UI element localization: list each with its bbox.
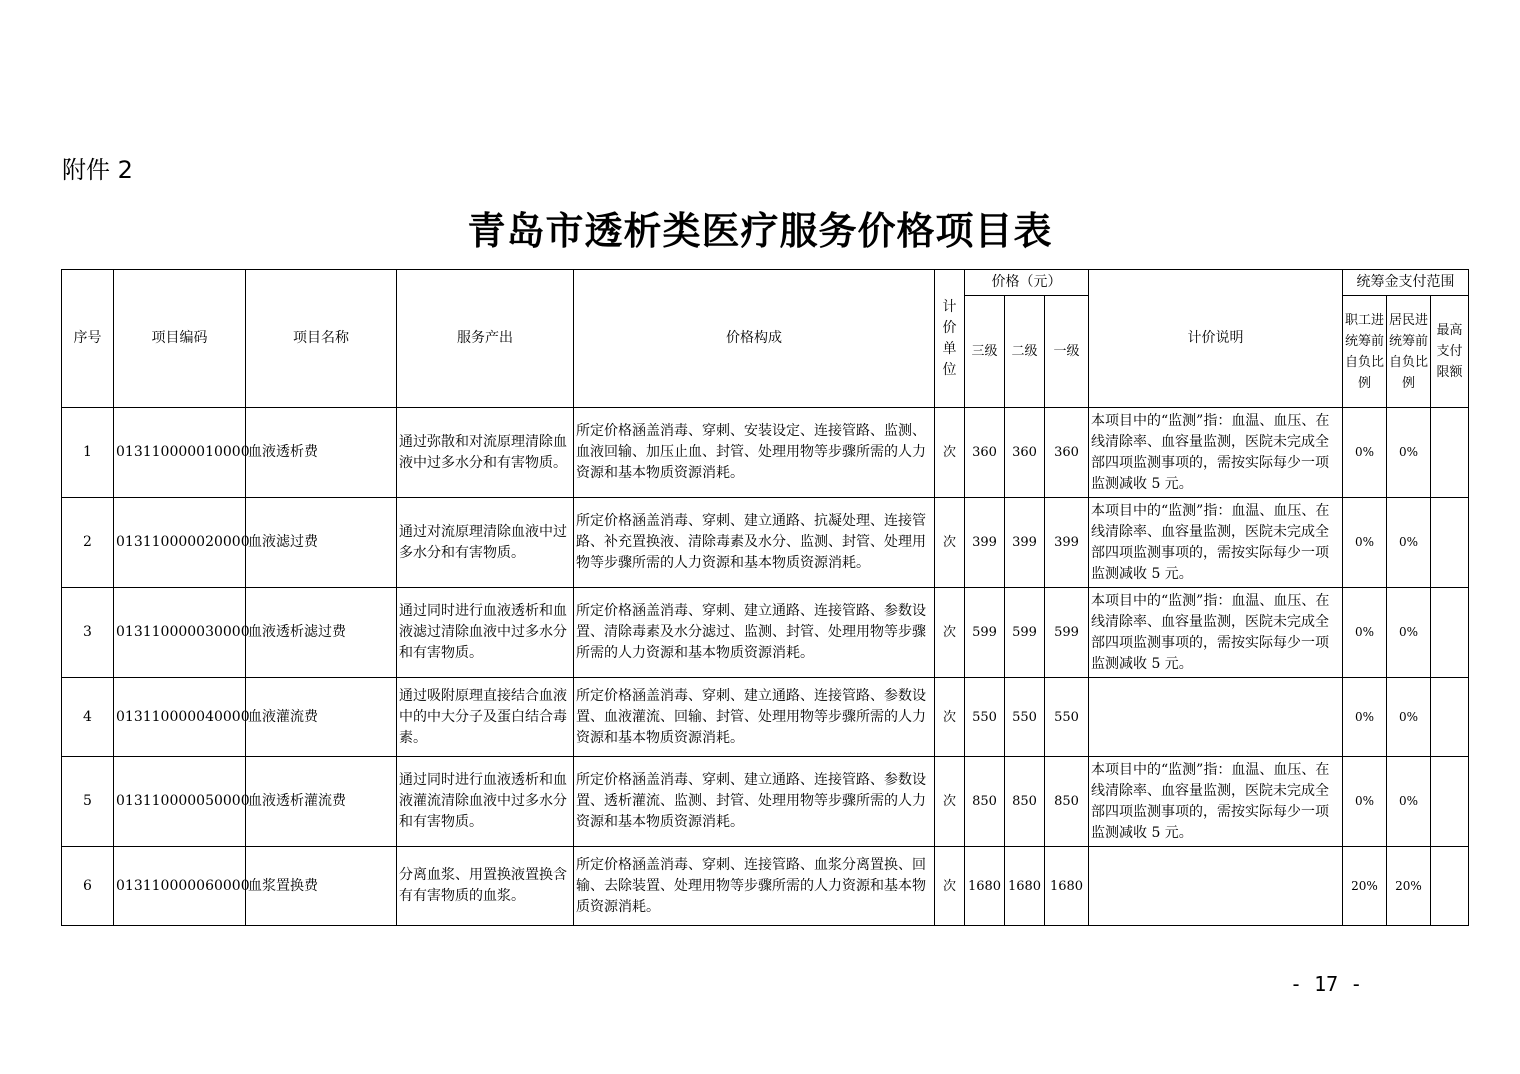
cell-level1: 399 <box>1045 498 1089 588</box>
cell-level1: 850 <box>1045 757 1089 847</box>
cell-resident-ratio: 0% <box>1387 588 1431 678</box>
cell-name: 血浆置换费 <box>246 847 397 926</box>
header-index: 序号 <box>62 270 114 408</box>
cell-code: 013110000010000 <box>114 408 246 498</box>
cell-code: 013110000020000 <box>114 498 246 588</box>
cell-unit: 次 <box>935 757 965 847</box>
cell-code: 013110000050000 <box>114 757 246 847</box>
cell-code: 013110000040000 <box>114 678 246 757</box>
cell-level2: 360 <box>1005 408 1045 498</box>
cell-max-limit <box>1431 408 1469 498</box>
cell-level1: 599 <box>1045 588 1089 678</box>
cell-service: 通过对流原理清除血液中过多水分和有害物质。 <box>397 498 574 588</box>
cell-index: 5 <box>62 757 114 847</box>
cell-max-limit <box>1431 588 1469 678</box>
cell-max-limit <box>1431 678 1469 757</box>
header-max-limit: 最高支付限额 <box>1431 296 1469 408</box>
cell-composition: 所定价格涵盖消毒、穿刺、建立通路、连接管路、参数设置、透析灌流、监测、封管、处理用物等步骤所需的人力资源和基本物质资源消耗。 <box>574 757 935 847</box>
cell-service: 通过同时进行血液透析和血液灌流清除血液中过多水分和有害物质。 <box>397 757 574 847</box>
cell-employee-ratio: 0% <box>1343 408 1387 498</box>
cell-employee-ratio: 0% <box>1343 498 1387 588</box>
header-level2: 二级 <box>1005 296 1045 408</box>
cell-resident-ratio: 0% <box>1387 757 1431 847</box>
cell-note <box>1089 678 1343 757</box>
cell-level3: 1680 <box>965 847 1005 926</box>
cell-name: 血液透析费 <box>246 408 397 498</box>
cell-index: 3 <box>62 588 114 678</box>
cell-name: 血液透析滤过费 <box>246 588 397 678</box>
cell-employee-ratio: 0% <box>1343 757 1387 847</box>
cell-service: 通过同时进行血液透析和血液滤过清除血液中过多水分和有害物质。 <box>397 588 574 678</box>
cell-composition: 所定价格涵盖消毒、穿刺、安装设定、连接管路、监测、血液回输、加压止血、封管、处理用物等步骤所需的人力资源和基本物质资源消耗。 <box>574 408 935 498</box>
cell-composition: 所定价格涵盖消毒、穿刺、连接管路、血浆分离置换、回输、去除装置、处理用物等步骤所需的人力资源和基本物质资源消耗。 <box>574 847 935 926</box>
cell-level2: 550 <box>1005 678 1045 757</box>
cell-index: 1 <box>62 408 114 498</box>
header-employee-ratio: 职工进统筹前自负比例 <box>1343 296 1387 408</box>
cell-code: 013110000030000 <box>114 588 246 678</box>
cell-index: 4 <box>62 678 114 757</box>
header-composition: 价格构成 <box>574 270 935 408</box>
cell-level2: 399 <box>1005 498 1045 588</box>
header-level3: 三级 <box>965 296 1005 408</box>
cell-level3: 550 <box>965 678 1005 757</box>
header-unit: 计价单位 <box>935 270 965 408</box>
cell-name: 血液滤过费 <box>246 498 397 588</box>
cell-level1: 1680 <box>1045 847 1089 926</box>
cell-note: 本项目中的“监测”指：血温、血压、在线清除率、血容量监测，医院未完成全部四项监测事项的，需按实际每少一项监测减收 5 元。 <box>1089 588 1343 678</box>
cell-code: 013110000060000 <box>114 847 246 926</box>
cell-level1: 360 <box>1045 408 1089 498</box>
header-price-group: 价格（元） <box>965 270 1089 296</box>
header-resident-ratio: 居民进统筹前自负比例 <box>1387 296 1431 408</box>
cell-composition: 所定价格涵盖消毒、穿刺、建立通路、连接管路、参数设置、血液灌流、回输、封管、处理用物等步骤所需的人力资源和基本物质资源消耗。 <box>574 678 935 757</box>
cell-resident-ratio: 0% <box>1387 498 1431 588</box>
cell-service: 通过弥散和对流原理清除血液中过多水分和有害物质。 <box>397 408 574 498</box>
cell-unit: 次 <box>935 498 965 588</box>
header-name: 项目名称 <box>246 270 397 408</box>
cell-level2: 1680 <box>1005 847 1045 926</box>
table-row <box>62 757 1469 847</box>
cell-note: 本项目中的“监测”指：血温、血压、在线清除率、血容量监测，医院未完成全部四项监测事项的，需按实际每少一项监测减收 5 元。 <box>1089 498 1343 588</box>
cell-name: 血液灌流费 <box>246 678 397 757</box>
cell-max-limit <box>1431 757 1469 847</box>
cell-level3: 850 <box>965 757 1005 847</box>
header-pricing-note: 计价说明 <box>1089 270 1343 408</box>
cell-note: 本项目中的“监测”指：血温、血压、在线清除率、血容量监测，医院未完成全部四项监测事项的，需按实际每少一项监测减收 5 元。 <box>1089 757 1343 847</box>
cell-level2: 850 <box>1005 757 1045 847</box>
table-row <box>62 408 1469 498</box>
cell-level1: 550 <box>1045 678 1089 757</box>
cell-employee-ratio: 0% <box>1343 588 1387 678</box>
cell-note <box>1089 847 1343 926</box>
cell-level3: 360 <box>965 408 1005 498</box>
cell-service: 通过吸附原理直接结合血液中的中大分子及蛋白结合毒素。 <box>397 678 574 757</box>
cell-employee-ratio: 20% <box>1343 847 1387 926</box>
cell-resident-ratio: 20% <box>1387 847 1431 926</box>
cell-unit: 次 <box>935 588 965 678</box>
cell-unit: 次 <box>935 678 965 757</box>
page-title: 青岛市透析类医疗服务价格项目表 <box>467 208 1053 253</box>
cell-max-limit <box>1431 847 1469 926</box>
attachment-label: 附件 2 <box>62 156 133 184</box>
page-number: - 17 - <box>1290 972 1363 996</box>
cell-index: 6 <box>62 847 114 926</box>
table-row <box>62 678 1469 757</box>
cell-composition: 所定价格涵盖消毒、穿刺、建立通路、连接管路、参数设置、清除毒素及水分滤过、监测、封管、处理用物等步骤所需的人力资源和基本物质资源消耗。 <box>574 588 935 678</box>
header-code: 项目编码 <box>114 270 246 408</box>
cell-resident-ratio: 0% <box>1387 678 1431 757</box>
table-row <box>62 588 1469 678</box>
cell-level3: 599 <box>965 588 1005 678</box>
table-row <box>62 498 1469 588</box>
cell-level3: 399 <box>965 498 1005 588</box>
header-service: 服务产出 <box>397 270 574 408</box>
cell-employee-ratio: 0% <box>1343 678 1387 757</box>
table-row <box>62 847 1469 926</box>
cell-name: 血液透析灌流费 <box>246 757 397 847</box>
cell-index: 2 <box>62 498 114 588</box>
header-level1: 一级 <box>1045 296 1089 408</box>
header-fund-group: 统筹金支付范围 <box>1343 270 1469 296</box>
cell-note: 本项目中的“监测”指：血温、血压、在线清除率、血容量监测，医院未完成全部四项监测事项的，需按实际每少一项监测减收 5 元。 <box>1089 408 1343 498</box>
cell-service: 分离血浆、用置换液置换含有有害物质的血浆。 <box>397 847 574 926</box>
cell-unit: 次 <box>935 847 965 926</box>
cell-unit: 次 <box>935 408 965 498</box>
cell-max-limit <box>1431 498 1469 588</box>
cell-resident-ratio: 0% <box>1387 408 1431 498</box>
price-table <box>61 269 1469 926</box>
cell-composition: 所定价格涵盖消毒、穿刺、建立通路、抗凝处理、连接管路、补充置换液、清除毒素及水分、监测、封管、处理用物等步骤所需的人力资源和基本物质资源消耗。 <box>574 498 935 588</box>
cell-level2: 599 <box>1005 588 1045 678</box>
